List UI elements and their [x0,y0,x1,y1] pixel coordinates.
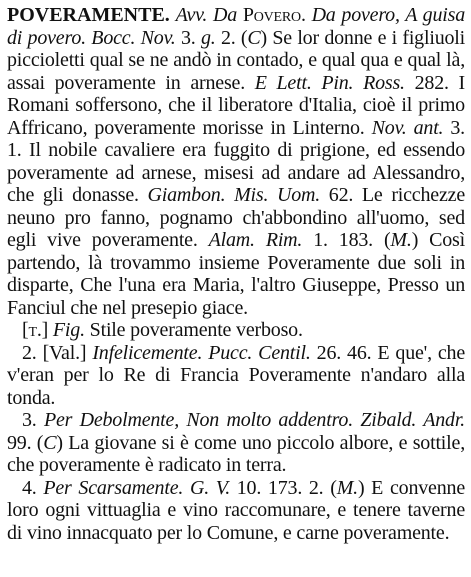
small-caps-text: t. [28,319,42,341]
italic-text: Per Scarsamente. G. V. [43,476,230,499]
text-run: 10. 173. 2. ( [230,476,337,499]
italic-text: M. [336,476,358,499]
text-run: 26. 46. E que', che v'eran per lo Re di Francia Poveramente n'andaro alla tonda. [7,341,465,409]
text-run: ) Così partendo, là trovammo insieme Poveramente due soli in disparte, Che l'una era Maria, l'altro Giuseppe, Presso un Fanciul che nel presepio giace. [7,229,465,319]
dictionary-entry-poveramente [7,4,465,544]
text-run: 3. [175,26,201,49]
text-run: 282. I Romani soffersono, che il liberatore d'Italia, cioè il primo Affricano, poveramente morisse in Linterno. [7,71,465,139]
text-run: 62. Le ricchezze neuno pro fanno, pognamo ch'abbondino all'uomo, sed egli vive poveramente. [7,184,465,251]
italic-text: Alam. Rim. [208,229,303,251]
italic-text: Per Debolmente, Non molto addentro. Zibald. Andr. [43,409,465,431]
text-run: 1. 183. ( [302,229,391,251]
italic-text: E Lett. Pin. Ross. [254,71,405,94]
headword: POVERAMENTE. [7,4,170,26]
text-run: 4. [22,476,44,499]
italic-text: M. [390,229,412,251]
sense-paragraph [7,477,465,545]
text-run: 3. [22,409,44,431]
text-run: ] [41,319,53,341]
text-run: 2. ( [215,26,248,49]
sense-paragraph [7,409,465,477]
text-run: [ [22,319,29,341]
text-run: 2. [Val.] [22,341,93,364]
text-run: 3. 1. Il nobile cavaliere era fuggito di prigione, ed essendo poveramente ad arnese, misesi ad andare ad Alessandro, che gli donasse. [7,116,465,206]
italic-text: Infelicemente. Pucc. Centil. [92,341,311,364]
italic-text: Avv. Da [175,4,238,26]
text-run: 99. ( [7,431,44,454]
text-run: ) La giovane si è come uno piccolo albore, e sottile, che poveramente è radicato in terra. [7,431,465,476]
italic-text: Giambon. Mis. Uom. [147,184,321,206]
sense-paragraph [7,342,465,410]
sense-paragraph [7,319,465,342]
entry-lead-paragraph [7,4,465,319]
italic-text: C [43,431,57,454]
italic-text: g. [200,26,216,49]
italic-text: Fig. [52,319,85,341]
italic-text: C [247,26,261,49]
text-run: ) E convenne loro ogni vittuaglia e vino raccomunare, e tenere taverne di vino innacquato per lo Comune, e carne poveramente. [7,476,465,544]
text-run: Stile poveramente verboso. [84,319,303,341]
italic-text: Da povero, A guisa di povero. Bocc. Nov. [7,4,465,49]
italic-text: Nov. ant. [371,116,444,139]
text-run: . [300,4,312,26]
text-run: ) Se lor donne e i figliuoli piccioletti qual se ne andò in contado, e qual qua e qual là, assai poveramente in arnese. [7,26,466,94]
small-caps-text: Povero [242,4,301,26]
